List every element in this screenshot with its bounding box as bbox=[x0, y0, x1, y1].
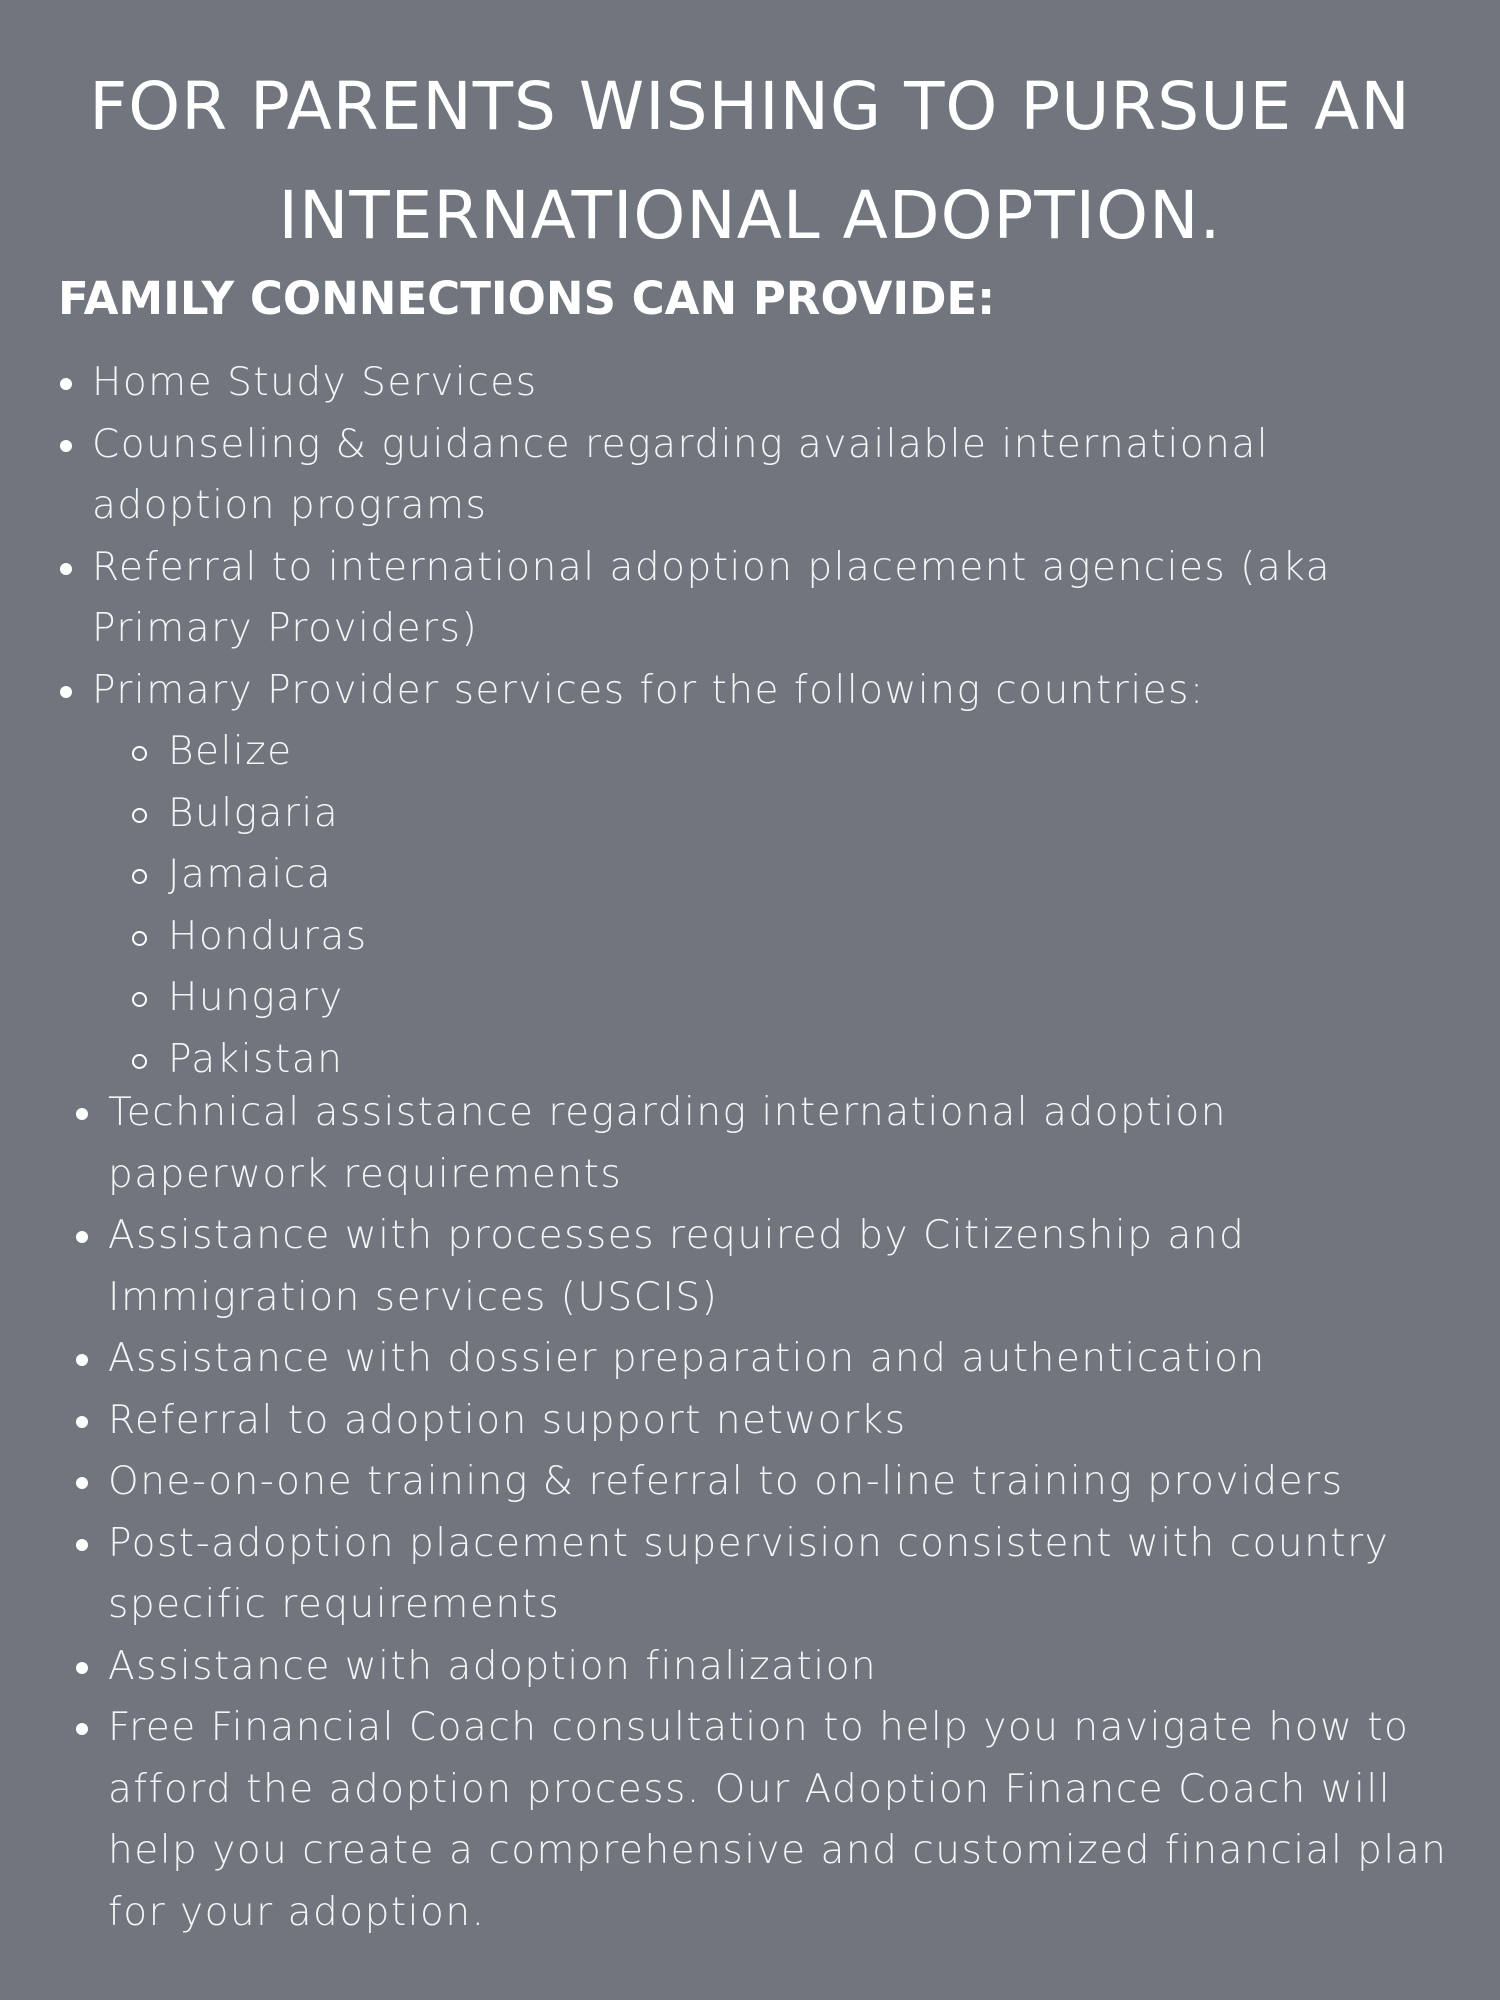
bullet-icon bbox=[76, 1231, 88, 1243]
list-item-text: Counseling & guidance regarding available international adoption programs bbox=[92, 421, 1270, 528]
country-name: Honduras bbox=[168, 913, 368, 959]
bullet-icon bbox=[76, 1108, 88, 1120]
bullet-icon bbox=[60, 378, 72, 390]
hollow-bullet-icon bbox=[132, 808, 147, 823]
services-list-secondary bbox=[108, 1082, 1458, 1943]
list-item-uscis bbox=[108, 1205, 1458, 1328]
list-item-text: Free Financial Coach consultation to help you navigate how to afford the adoption process. Our Adoption Finance Coach will help you create a comprehensive and customized financial plan for your adoption. bbox=[108, 1705, 1448, 1935]
list-item-text: Home Study Services bbox=[92, 360, 538, 405]
list-item-primary-provider bbox=[92, 660, 1452, 1091]
bullet-icon bbox=[60, 686, 72, 698]
list-item-text: Assistance with processes required by Citizenship and Immigration services (USCIS) bbox=[108, 1213, 1246, 1320]
list-item-finalization bbox=[108, 1636, 1458, 1698]
hollow-bullet-icon bbox=[132, 992, 147, 1007]
hollow-bullet-icon bbox=[132, 931, 147, 946]
list-item-referral-agencies bbox=[92, 537, 1452, 660]
hollow-bullet-icon bbox=[132, 869, 147, 884]
list-item-text: Technical assistance regarding international adoption paperwork requirements bbox=[108, 1090, 1227, 1197]
bullet-icon bbox=[76, 1723, 88, 1735]
bullet-icon bbox=[76, 1354, 88, 1366]
hollow-bullet-icon bbox=[132, 1054, 147, 1069]
bullet-icon bbox=[76, 1662, 88, 1674]
list-item-dossier bbox=[108, 1328, 1458, 1390]
country-name: Jamaica bbox=[168, 852, 332, 897]
country-item bbox=[168, 783, 1452, 845]
list-item-text: Primary Provider services for the following countries: bbox=[92, 667, 1205, 713]
country-name: Belize bbox=[168, 729, 293, 774]
list-item-text: Referral to adoption support networks bbox=[108, 1397, 907, 1443]
country-item bbox=[168, 906, 1452, 968]
country-item bbox=[168, 1029, 1452, 1091]
bullet-icon bbox=[76, 1539, 88, 1551]
country-item bbox=[168, 967, 1452, 1029]
list-item-financial-coach bbox=[108, 1697, 1458, 1943]
services-list-primary bbox=[92, 352, 1452, 1090]
page-title: FOR PARENTS WISHING TO PURSUE AN INTERNATIONAL ADOPTION. bbox=[89, 68, 1411, 254]
country-item bbox=[168, 844, 1452, 906]
bullet-icon bbox=[60, 563, 72, 575]
country-item bbox=[168, 721, 1452, 783]
list-item-technical-assistance bbox=[108, 1082, 1458, 1205]
country-name: Pakistan bbox=[168, 1036, 344, 1082]
bullet-icon bbox=[60, 440, 72, 452]
bullet-icon bbox=[76, 1477, 88, 1489]
list-item-text: Referral to international adoption placement agencies (aka Primary Providers) bbox=[92, 544, 1332, 651]
list-item-counseling bbox=[92, 414, 1452, 537]
list-item-text: One-on-one training & referral to on-line training providers bbox=[108, 1459, 1344, 1504]
list-item-text: Assistance with dossier preparation and authentication bbox=[108, 1336, 1266, 1381]
list-item-home-study bbox=[92, 352, 1452, 414]
list-item-training bbox=[108, 1451, 1458, 1513]
country-name: Hungary bbox=[168, 975, 344, 1020]
bullet-icon bbox=[76, 1416, 88, 1428]
section-heading: FAMILY CONNECTIONS CAN PROVIDE: bbox=[58, 272, 996, 325]
countries-list bbox=[92, 721, 1452, 1090]
list-item-support-networks bbox=[108, 1390, 1458, 1452]
country-name: Bulgaria bbox=[168, 790, 340, 836]
list-item-text: Post-adoption placement supervision consistent with country specific requirements bbox=[108, 1520, 1390, 1627]
list-item-post-adoption bbox=[108, 1513, 1458, 1636]
hollow-bullet-icon bbox=[132, 746, 147, 761]
list-item-text: Assistance with adoption finalization bbox=[108, 1643, 878, 1689]
